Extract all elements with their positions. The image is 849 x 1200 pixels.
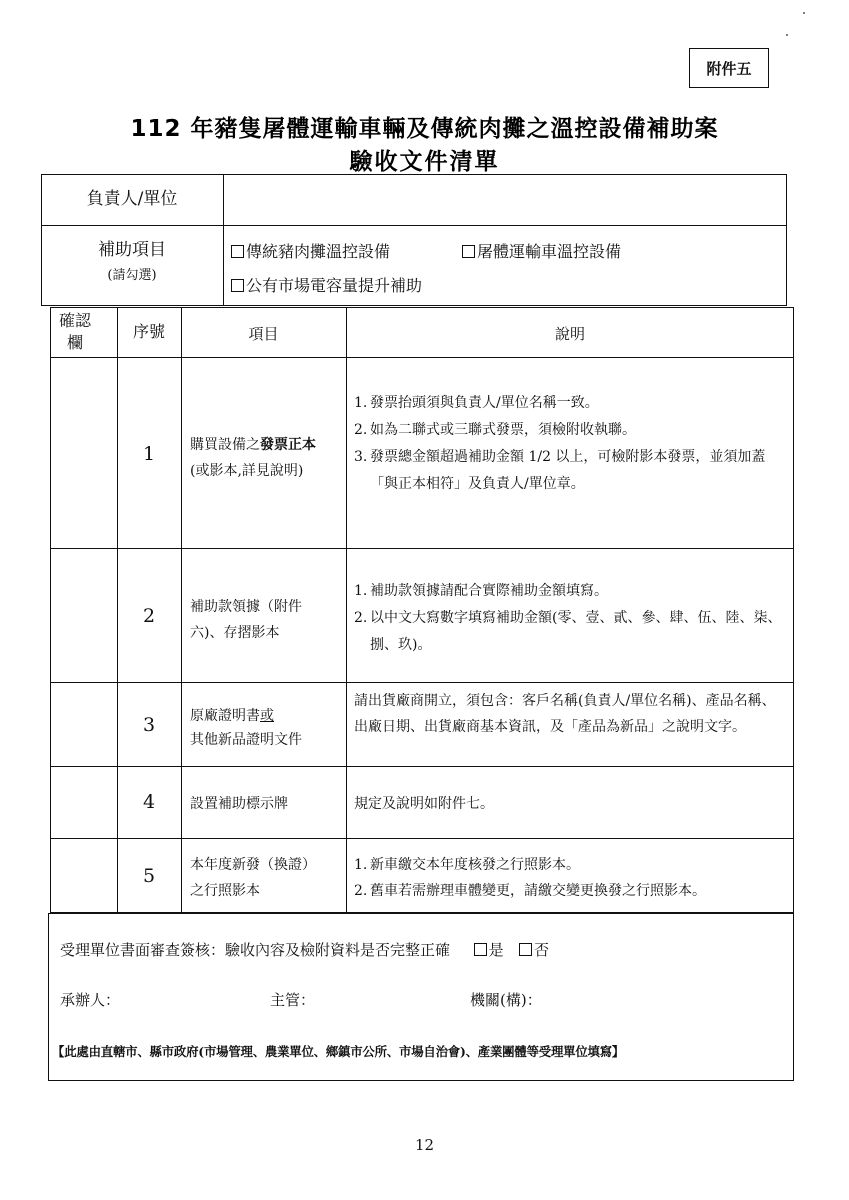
row-item: 補助款領據（附件 六)、存摺影本 (190, 599, 302, 641)
header-confirm: 確認 欄 (58, 311, 91, 352)
row-description: 請出貨廠商開立，須包含：客戶名稱(負責人/單位名稱)、產品名稱、出廠日期、出貨廠商基本資訊，及「產品為新品」之說明文字。 (354, 693, 776, 735)
review-note: 【此處由直轄市、縣市政府(市場管理、農業單位、鄉鎮市公所、市場自治會)、產業團體等受理單位填寫】 (52, 1044, 625, 1059)
row-item: 設置補助標示牌 (190, 796, 288, 812)
header-number: 序號 (132, 322, 165, 341)
document-title: 112 年豬隻屠體運輸車輛及傳統肉攤之溫控設備補助案 (130, 116, 719, 142)
row-item: 本年度新發（換證） 之行照影本 (190, 857, 316, 899)
scan-speck (803, 12, 805, 14)
option-carcass-vehicle[interactable]: 屠體運輸車溫控設備 (462, 240, 621, 264)
row-description: 規定及說明如附件七。 (354, 796, 494, 812)
applicant-label: 負責人/單位 (86, 189, 178, 209)
header-description: 說明 (554, 325, 585, 343)
subsidy-item-note: (請勾選) (107, 268, 157, 283)
row-item: 原廠證明書或 其他新品證明文件 (190, 708, 302, 748)
checkbox-icon[interactable] (231, 279, 244, 292)
row-description: 1. 補助款領據請配合實際補助金額填寫。 2. 以中文大寫數字填寫補助金額(零、壹、貳、參、肆、伍、陸、柒、捌、玖)。 (354, 583, 782, 653)
checkbox-icon[interactable] (231, 245, 244, 258)
row-description: 1. 新車繳交本年度核發之行照影本。 2. 舊車若需辦理車體變更，請繳交變更換發之行照影本。 (354, 857, 706, 899)
agency-label: 機關(構)： (470, 991, 542, 1009)
row-number: 2 (142, 605, 156, 627)
row-item: 購買設備之發票正本 (或影本,詳見說明) (190, 437, 316, 479)
row-number: 5 (142, 865, 156, 887)
header-item: 項目 (248, 325, 279, 343)
handler-label: 承辦人： (60, 991, 121, 1009)
row-number: 4 (142, 791, 156, 813)
scan-speck (786, 34, 788, 36)
checkbox-icon[interactable] (519, 943, 532, 956)
applicant-field[interactable] (228, 180, 778, 220)
option-market-power[interactable]: 公有市場電容量提升補助 (231, 274, 422, 298)
page-number: 12 (414, 1136, 435, 1154)
row-description: 1. 發票抬頭須與負責人/單位名稱一致。 2. 如為二聯式或三聯式發票，須檢附收執聯。 3. 發票總金額超過補助金額 1/2 以上，可檢附影本發票，並須加蓋「與正本相符」及負責人/單位章。 (354, 395, 766, 492)
review-question: 受理單位書面審查簽核：驗收內容及檢附資料是否完整正確 是 否 (60, 941, 550, 959)
option-traditional-stall[interactable]: 傳統豬肉攤溫控設備 (231, 240, 390, 264)
subsidy-item-label: 補助項目 (98, 240, 166, 260)
supervisor-label: 主管： (270, 991, 316, 1009)
checkbox-icon[interactable] (474, 943, 487, 956)
annex-label: 附件五 (689, 48, 769, 88)
checkbox-icon[interactable] (462, 245, 475, 258)
document-subtitle: 驗收文件清單 (349, 149, 500, 175)
row-number: 3 (142, 714, 156, 736)
row-number: 1 (142, 443, 156, 465)
